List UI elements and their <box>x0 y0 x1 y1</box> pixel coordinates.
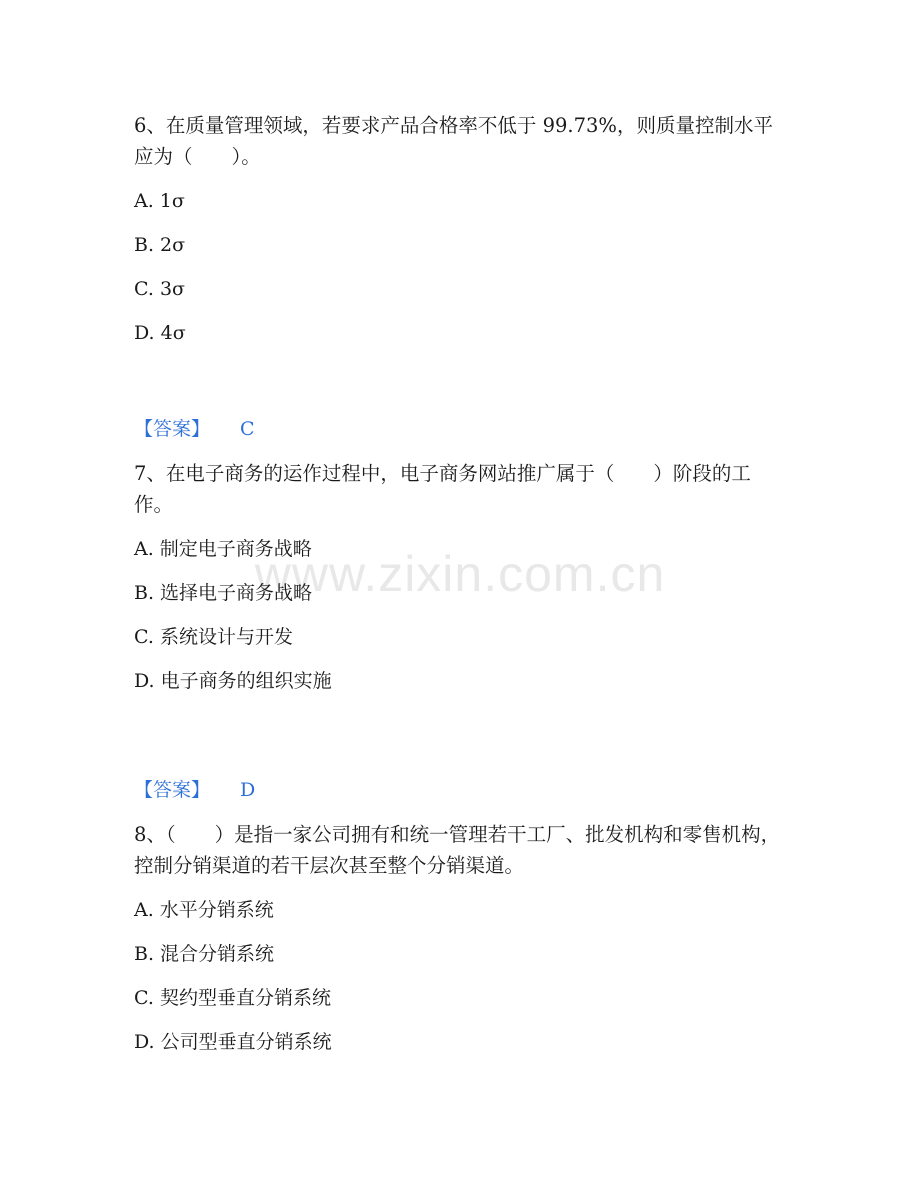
option-d: D. 4σ <box>134 322 186 344</box>
option-c: C. 系统设计与开发 <box>134 626 293 648</box>
answer-value: D <box>240 779 256 801</box>
watermark: www.zixin.com.cn <box>254 546 666 602</box>
option-b: B. 选择电子商务战略 <box>134 582 313 604</box>
question-stem: 6、在质量管理领域，若要求产品合格率不低于 99.73%，则质量控制水平应为（ ）。 <box>134 114 773 168</box>
option-d: D. 电子商务的组织实施 <box>134 670 332 692</box>
option-list <box>134 534 784 710</box>
option-a: A. 1σ <box>134 190 185 212</box>
question-8 <box>134 819 784 1071</box>
answer-6 <box>134 414 255 444</box>
question-7 <box>134 458 784 710</box>
answer-label: 【答案】 <box>134 418 211 440</box>
option-b: B. 2σ <box>134 234 186 256</box>
answer-label: 【答案】 <box>134 779 211 801</box>
option-list <box>134 186 784 362</box>
option-list <box>134 895 784 1071</box>
answer-value: C <box>240 418 255 440</box>
option-c: C. 3σ <box>134 278 185 300</box>
option-a: A. 制定电子商务战略 <box>134 538 312 560</box>
option-c: C. 契约型垂直分销系统 <box>134 987 331 1009</box>
answer-7 <box>134 775 255 805</box>
option-a: A. 水平分销系统 <box>134 899 274 921</box>
question-6 <box>134 110 784 362</box>
option-d: D. 公司型垂直分销系统 <box>134 1031 332 1053</box>
option-b: B. 混合分销系统 <box>134 943 275 965</box>
question-stem: 8、（ ）是指一家公司拥有和统一管理若干工厂、批发机构和零售机构，控制分销渠道的若干层次甚至整个分销渠道。 <box>134 823 781 877</box>
question-stem: 7、在电子商务的运作过程中，电子商务网站推广属于（ ）阶段的工作。 <box>134 462 751 516</box>
